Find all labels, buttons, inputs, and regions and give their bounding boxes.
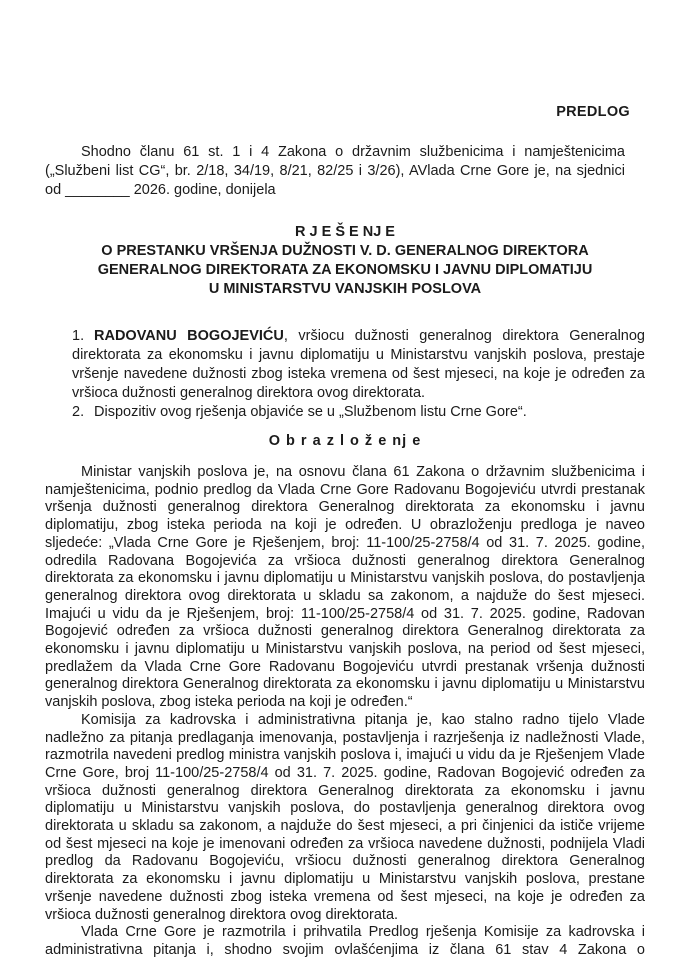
- decision-item-2-text: Dispozitiv ovog rješenja objaviće se u „Službenom listu Crne Gore“.: [94, 404, 527, 420]
- decision-item-1-number: 1.: [72, 328, 85, 344]
- decision-item-1: [72, 327, 645, 403]
- title-line-3: GENERALNOG DIREKTORATA ZA EKONOMSKU I JAVNU DIPLOMATIJU: [97, 262, 593, 278]
- explanation-paragraph-3: Vlada Crne Gore je razmotrila i prihvatila Predlog rješenja Komisije za kadrovska i administrativna pitanja i, shodno svojim ovlašćenjima iz člana 61 stav 4 Zakona o: [45, 924, 645, 958]
- decision-item-1-name: RADOVANU BOGOJEVIĆU: [94, 328, 284, 344]
- title-line-2: O PRESTANKU VRŠENJA DUŽNOSTI V. D. GENERALNOG DIREKTORA: [101, 243, 589, 259]
- decision-item-1-text: , vršiocu dužnosti generalnog direktora Generalnog direktorata za ekonomsku i javnu diplomatiju u Ministarstvu vanjskih poslova, prestaje vršenje navedene dužnosti zbog isteka vremena od šest mjeseci, na koje je određen za vršioca dužnosti generalnog direktora ovog direktorata.: [72, 328, 645, 401]
- explanation-body: [45, 464, 645, 960]
- explanation-paragraph-1: Ministar vanjskih poslova je, na osnovu člana 61 Zakona o državnim službenicima i namještenicima, podnio predlog da Vlada Crne Gore Radovanu Bogojeviću utvrdi prestanak vršenja dužnosti generalnog direktora Generalnog direktorata za ekonomsku i javnu diplomatiju, zbog isteka perioda na koji je određen. U obrazloženju predloga je naveo sljedeće: „Vlada Crne Gore je Rješenjem, broj: 11-100/25-2758/4 od 31. 7. 2025. godine, odredila Radovana Bogojevića za vršioca dužnosti generalnog direktora Generalnog direktorata za ekonomsku i javnu diplomatiju u Ministarstvu vanjskih poslova, do postavljenja generalnog direktora ovog direktorata u skladu sa zakonom, a najduže do šest mjeseci. Imajući u vidu da je Rješenjem, broj: 11-100/25-2758/4 od 31. 7. 2025. godine, Radovan Bogojević određen za vršioca dužnosti generalnog direktora Generalnog direktorata za ekonomsku i javnu diplomatiju u Ministarstvu vanjskih poslova, na period od šest mjeseci, predlažem da Vlada Crne Gore Radovanu Bogojeviću utvrdi prestanak vršenja dužnosti generalnog direktora Generalnog direktorata za ekonomsku i javnu diplomatiju u Ministarstvu vanjskih poslova, zbog isteka perioda na koji je određen.“: [45, 464, 645, 711]
- document-title: [45, 223, 645, 299]
- decision-item-2-number: 2.: [72, 404, 85, 420]
- decision-item-2: [72, 403, 645, 422]
- title-line-1: R J E Š E NJ E: [295, 224, 395, 240]
- predlog-label: PREDLOG: [556, 104, 630, 120]
- title-line-4: U MINISTARSTVU VANJSKIH POSLOVA: [208, 281, 482, 297]
- explanation-paragraph-2: Komisija za kadrovska i administrativna pitanja je, kao stalno radno tijelo Vlade nadležno za pitanja predlaganja imenovanja, postavljenja i razrješenja iz nadležnosti Vlade, razmotrila navedeni predlog ministra vanjskih poslova i, imajući u vidu da je Rješenjem Vlade Crne Gore, broj 11-100/25-2758/4 od 31. 7. 2025. godine, Radovan Bogojević određen za vršioca dužnosti generalnog direktora Generalnog direktorata za ekonomsku i javnu diplomatiju u Ministarstvu vanjskih poslova, do postavljenja generalnog direktora ovog direktorata u skladu sa zakonom, a najduže do šest mjeseci, a pri činjenici da ističe vrijeme od šest mjeseci na koje je imenovani određen za vršioca navedene dužnosti, podnijela Vladi predlog da Radovanu Bogojeviću, vršiocu dužnosti generalnog direktora Generalnog direktorata za ekonomsku i javnu diplomatiju u Ministarstvu vanjskih poslova, prestane vršenje navedene dužnosti zbog isteka vremena od šest mjeseci, na koje je određen za vršioca dužnosti generalnog direktora ovog direktorata.: [45, 711, 645, 923]
- section-heading-obrazlozenje: O b r a z l o ž e nj e: [268, 433, 422, 449]
- decision-list: [45, 327, 645, 422]
- intro-paragraph: Shodno članu 61 st. 1 i 4 Zakona o državnim službenicima i namještenicima („Službeni list CG“, br. 2/18, 34/19, 8/21, 82/25 i 3/26), AVlada Crne Gore je, na sjednici od ________ 2026. godine, donijela: [45, 144, 625, 198]
- predlog-label-row: [45, 103, 645, 122]
